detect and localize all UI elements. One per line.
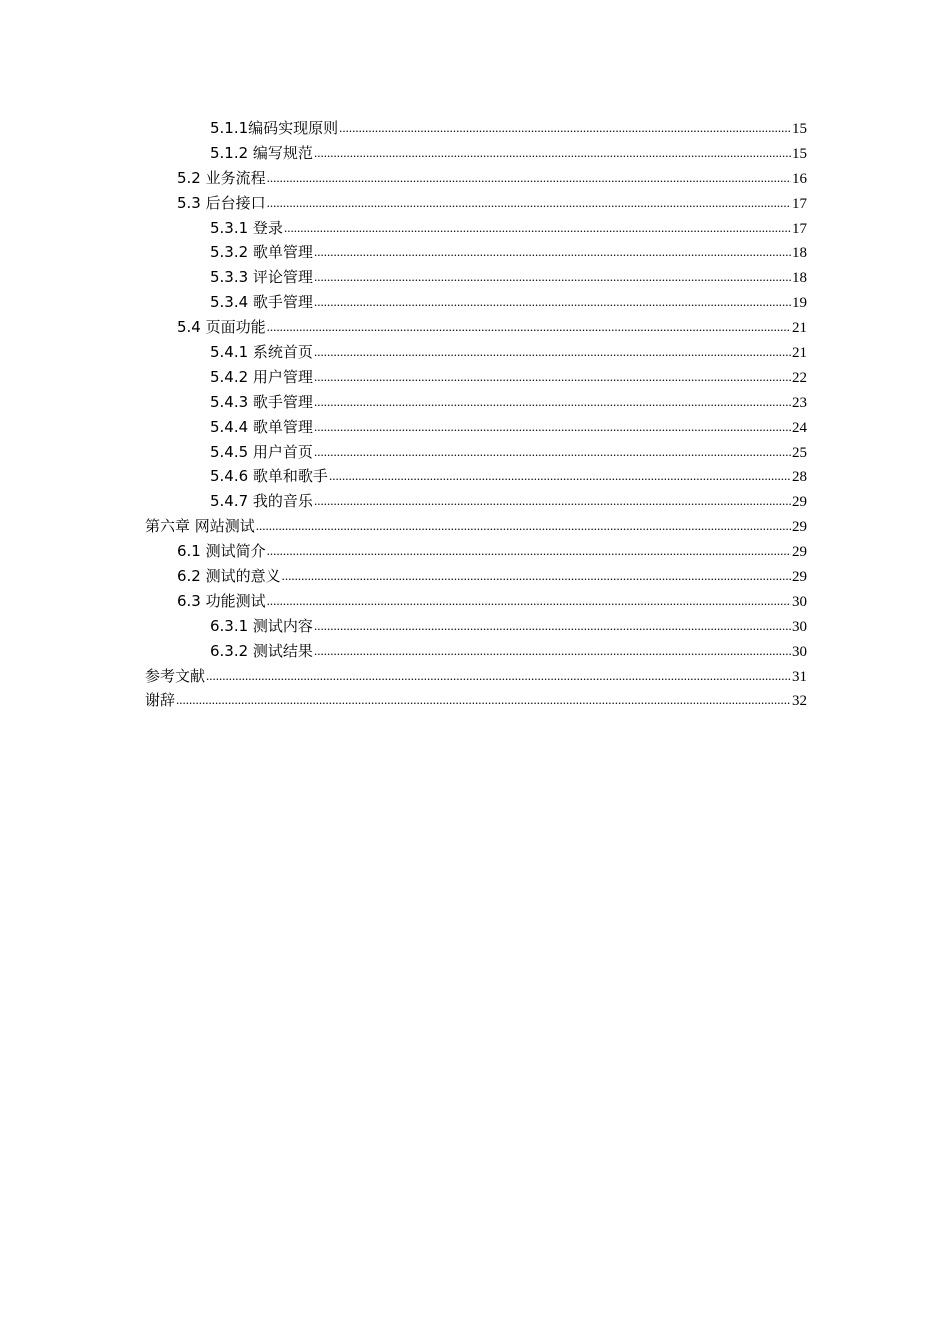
- toc-page-number: 29: [792, 544, 807, 561]
- toc-entry-label: 第六章 网站测试: [145, 517, 255, 536]
- toc-page-number: 15: [792, 121, 807, 137]
- toc-entry[interactable]: [145, 440, 807, 465]
- toc-leader-dots: [267, 539, 791, 564]
- toc-leader-dots: [314, 415, 791, 440]
- toc-page-number: 30: [792, 618, 807, 635]
- toc-leader-dots: [284, 216, 791, 241]
- toc-entry[interactable]: [145, 315, 807, 340]
- toc-leader-dots: [314, 390, 791, 415]
- toc-entry-label: 5.3.2 歌单管理: [210, 243, 313, 262]
- toc-page-number: 29: [792, 519, 807, 536]
- toc-entry-label: 5.2 业务流程: [177, 168, 266, 187]
- toc-entry-label: 5.4.2 用户管理: [210, 367, 313, 386]
- toc-entry-label: 5.1.1编码实现原则: [210, 119, 339, 137]
- toc-page-number: 18: [792, 245, 807, 262]
- toc-leader-dots: [314, 639, 791, 664]
- toc-entry[interactable]: [145, 365, 807, 390]
- toc-entry[interactable]: [145, 639, 807, 664]
- toc-page-number: 17: [792, 195, 807, 212]
- toc-entry-label: 6.1 测试简介: [177, 542, 266, 561]
- toc-entry-label: 6.3.2 测试结果: [210, 641, 313, 660]
- toc-leader-dots: [339, 116, 791, 141]
- toc-page-number: 32: [792, 693, 807, 710]
- toc-entry[interactable]: [145, 664, 807, 689]
- toc-leader-dots: [256, 514, 791, 539]
- toc-entry[interactable]: [145, 589, 807, 614]
- toc-entry[interactable]: [145, 614, 807, 639]
- toc-entry[interactable]: [145, 564, 807, 589]
- table-of-contents: [145, 116, 807, 713]
- toc-entry[interactable]: [145, 539, 807, 564]
- toc-page-number: 15: [792, 145, 807, 162]
- toc-entry[interactable]: [145, 390, 807, 415]
- toc-entry-label: 5.4.1 系统首页: [210, 343, 313, 362]
- toc-page-number: 30: [792, 593, 807, 610]
- toc-entry-label: 5.3.3 评论管理: [210, 268, 313, 287]
- toc-entry[interactable]: [145, 216, 807, 241]
- toc-entry-label: 5.3.1 登录: [210, 218, 283, 237]
- toc-page-number: 29: [792, 494, 807, 511]
- toc-entry[interactable]: [145, 141, 807, 166]
- toc-leader-dots: [267, 315, 791, 340]
- toc-entry[interactable]: [145, 290, 807, 315]
- toc-leader-dots: [314, 141, 791, 166]
- toc-entry[interactable]: [145, 464, 807, 489]
- toc-entry-label: 5.4.5 用户首页: [210, 442, 313, 461]
- toc-leader-dots: [314, 614, 791, 639]
- toc-entry[interactable]: [145, 265, 807, 290]
- toc-entry[interactable]: [145, 240, 807, 265]
- toc-leader-dots: [206, 664, 791, 689]
- toc-leader-dots: [267, 166, 791, 191]
- toc-entry-label: 5.4 页面功能: [177, 318, 266, 337]
- toc-page-number: 25: [792, 444, 807, 461]
- toc-page-number: 16: [792, 170, 807, 187]
- toc-leader-dots: [314, 240, 791, 265]
- toc-leader-dots: [314, 290, 791, 315]
- toc-leader-dots: [267, 589, 791, 614]
- toc-page-number: 24: [792, 419, 807, 436]
- toc-page-number: 29: [792, 569, 807, 586]
- toc-entry-label: 5.4.6 歌单和歌手: [210, 467, 328, 486]
- toc-leader-dots: [314, 440, 791, 465]
- toc-leader-dots: [282, 564, 791, 589]
- toc-entry[interactable]: [145, 415, 807, 440]
- toc-leader-dots: [314, 340, 791, 365]
- toc-page-number: 19: [792, 295, 807, 312]
- toc-entry-label: 谢辞: [145, 691, 176, 710]
- toc-entry[interactable]: [145, 688, 807, 713]
- toc-page-number: 30: [792, 643, 807, 660]
- toc-entry-label: 5.3 后台接口: [177, 193, 266, 212]
- toc-entry-label: 6.3.1 测试内容: [210, 616, 313, 635]
- toc-entry-label: 参考文献: [145, 666, 206, 685]
- toc-page-number: 28: [792, 469, 807, 486]
- toc-entry[interactable]: [145, 489, 807, 514]
- toc-entry-label: 5.3.4 歌手管理: [210, 293, 313, 312]
- toc-leader-dots: [329, 464, 791, 489]
- toc-page-number: 21: [792, 345, 807, 362]
- toc-leader-dots: [314, 265, 791, 290]
- toc-entry[interactable]: [145, 116, 807, 141]
- toc-entry-label: 5.4.4 歌单管理: [210, 417, 313, 436]
- toc-leader-dots: [314, 489, 791, 514]
- toc-entry[interactable]: [145, 191, 807, 216]
- toc-entry-label: 5.1.2 编写规范: [210, 143, 313, 162]
- toc-entry-label: 6.2 测试的意义: [177, 567, 281, 586]
- toc-entry[interactable]: [145, 514, 807, 539]
- toc-leader-dots: [176, 688, 791, 713]
- toc-page-number: 21: [792, 320, 807, 337]
- toc-leader-dots: [267, 191, 791, 216]
- toc-entry[interactable]: [145, 340, 807, 365]
- toc-entry-label: 5.4.3 歌手管理: [210, 392, 313, 411]
- toc-page-number: 22: [792, 369, 807, 386]
- toc-page-number: 18: [792, 270, 807, 287]
- toc-page-number: 17: [792, 220, 807, 237]
- toc-leader-dots: [314, 365, 791, 390]
- toc-page-number: 23: [792, 394, 807, 411]
- toc-entry[interactable]: [145, 166, 807, 191]
- toc-entry-label: 6.3 功能测试: [177, 591, 266, 610]
- toc-entry-label: 5.4.7 我的音乐: [210, 492, 313, 511]
- toc-page-number: 31: [792, 668, 807, 685]
